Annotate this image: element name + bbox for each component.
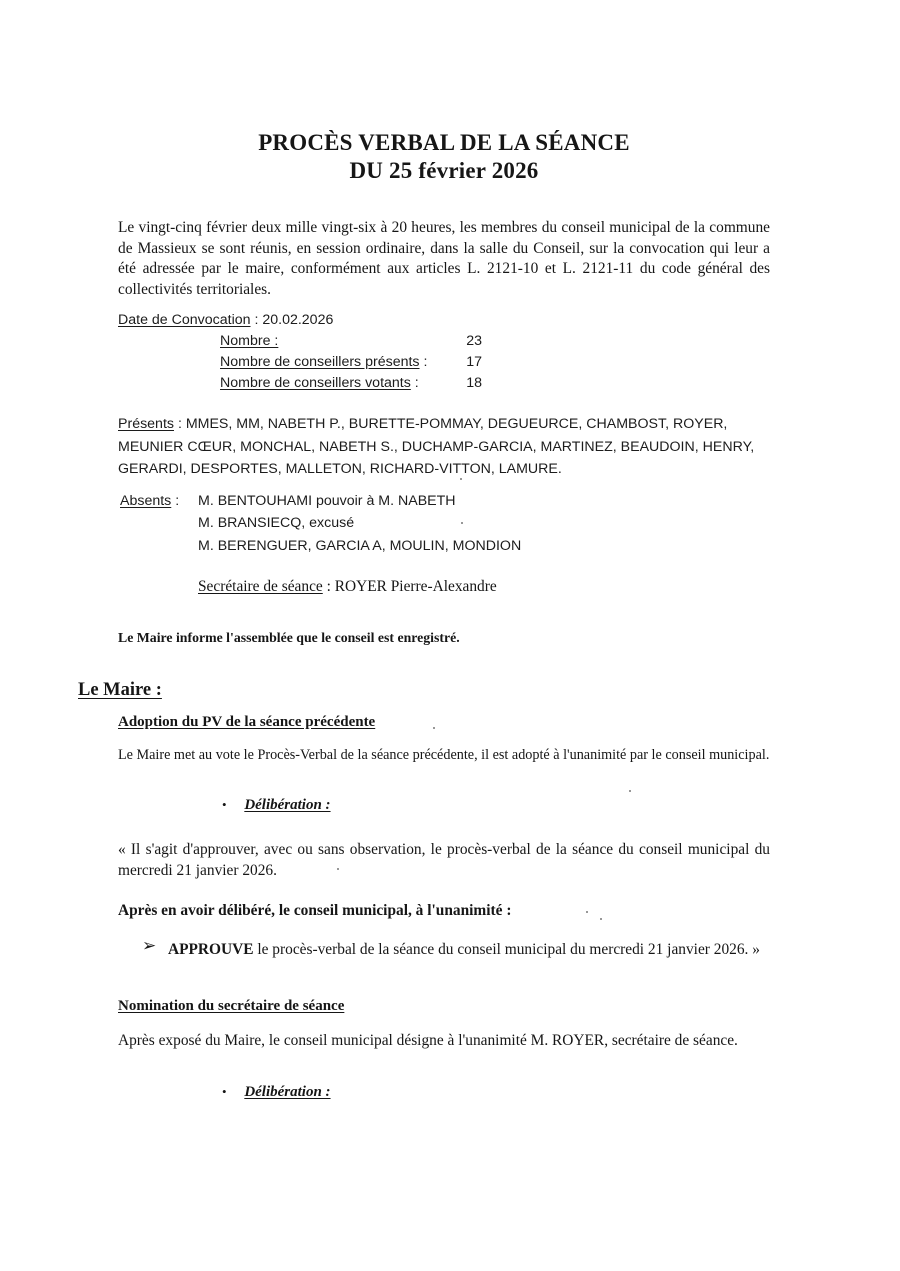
decision-intro: Après en avoir délibéré, le conseil municipal, à l'unanimité : [118,902,512,919]
intro-paragraph: Le vingt-cinq février deux mille vingt-six à 20 heures, les membres du conseil municipal de la commune de Massieux se sont réunis, en session ordinaire, dans la salle du Conseil, sur la convocation qui leur a été adressée par le maire, conformément aux articles L. 2121-10 et L. 2121-11 du code général des collectivités territoriales. [118,219,770,298]
absent-line-3: M. BERENGUER, GARCIA A, MOULIN, MONDION [198,538,522,554]
decision-text: APPROUVE le procès-verbal de la séance du conseil municipal du mercredi 21 janvier 2026. » [168,941,760,958]
document-title-line-2: DU 25 février 2026 [349,158,539,183]
scan-speck [337,868,339,870]
scan-speck [460,478,462,480]
count-total-label: Nombre : [220,333,279,349]
secretaire-label: Secrétaire de séance [198,578,323,595]
absents-label-line: Absents : [120,493,180,509]
deliberation-label: Délibération : [244,1084,331,1100]
bullet-icon: • [222,797,227,812]
count-present-value: 17 [466,354,482,370]
absent-line-2: M. BRANSIECQ, excusé [198,515,355,531]
item-text-nomination: Après exposé du Maire, le conseil municipal désigne à l'unanimité M. ROYER, secrétaire de séance. [118,1032,738,1049]
convocation-line [118,312,333,328]
convocation-date: : 20.02.2026 [250,312,334,328]
absent-line-1: M. BENTOUHAMI pouvoir à M. NABETH [198,493,456,509]
scan-speck [586,911,588,913]
scan-speck [433,727,435,729]
scan-speck [461,522,463,524]
absents-label: Absents [120,493,172,509]
convocation-label: Date de Convocation [118,312,251,328]
item-text-adoption-pv: Le Maire met au vote le Procès-Verbal de la séance précédente, il est adopté à l'unanimité par le conseil municipal. [118,747,770,763]
deliberation-quote: « Il s'agit d'approuver, avec ou sans observation, le procès-verbal de la séance du conseil municipal du mercredi 21 janvier 2026. [118,841,770,879]
decision-verb: APPROUVE [168,941,254,958]
count-voting-label: Nombre de conseillers votants : [220,375,419,391]
arrow-right-icon: ➢ [142,936,157,955]
recording-notice: Le Maire informe l'assemblée que le conseil est enregistré. [118,630,460,645]
presents-label: Présents [118,416,174,432]
count-total-value: 23 [466,333,482,349]
bullet-icon: • [222,1084,227,1099]
count-present-label: Nombre de conseillers présents : [220,354,428,370]
scan-speck [629,790,631,792]
item-title-nomination: Nomination du secrétaire de séance [118,998,345,1014]
presents-line-1: Présents : MMES, MM, NABETH P., BURETTE-POMMAY, DEGUEURCE, CHAMBOST, ROYER, [118,416,728,432]
item-title-adoption-pv: Adoption du PV de la séance précédente [118,714,376,730]
section-heading-maire: Le Maire : [78,680,162,700]
presents-line-2: MEUNIER CŒUR, MONCHAL, NABETH S., DUCHAMP-GARCIA, MARTINEZ, BEAUDOIN, HENRY, [118,439,755,455]
secretaire-line: Secrétaire de séance : ROYER Pierre-Alexandre [198,578,497,595]
document-title-line-1: PROCÈS VERBAL DE LA SÉANCE [258,130,630,155]
deliberation-line-2 [222,1084,331,1101]
presents-line-3: GERARDI, DESPORTES, MALLETON, RICHARD-VITTON, LAMURE. [118,461,562,477]
count-voting-value: 18 [466,375,482,391]
deliberation-line-1 [222,797,331,814]
scan-speck [600,918,602,920]
deliberation-label: Délibération : [244,797,331,813]
